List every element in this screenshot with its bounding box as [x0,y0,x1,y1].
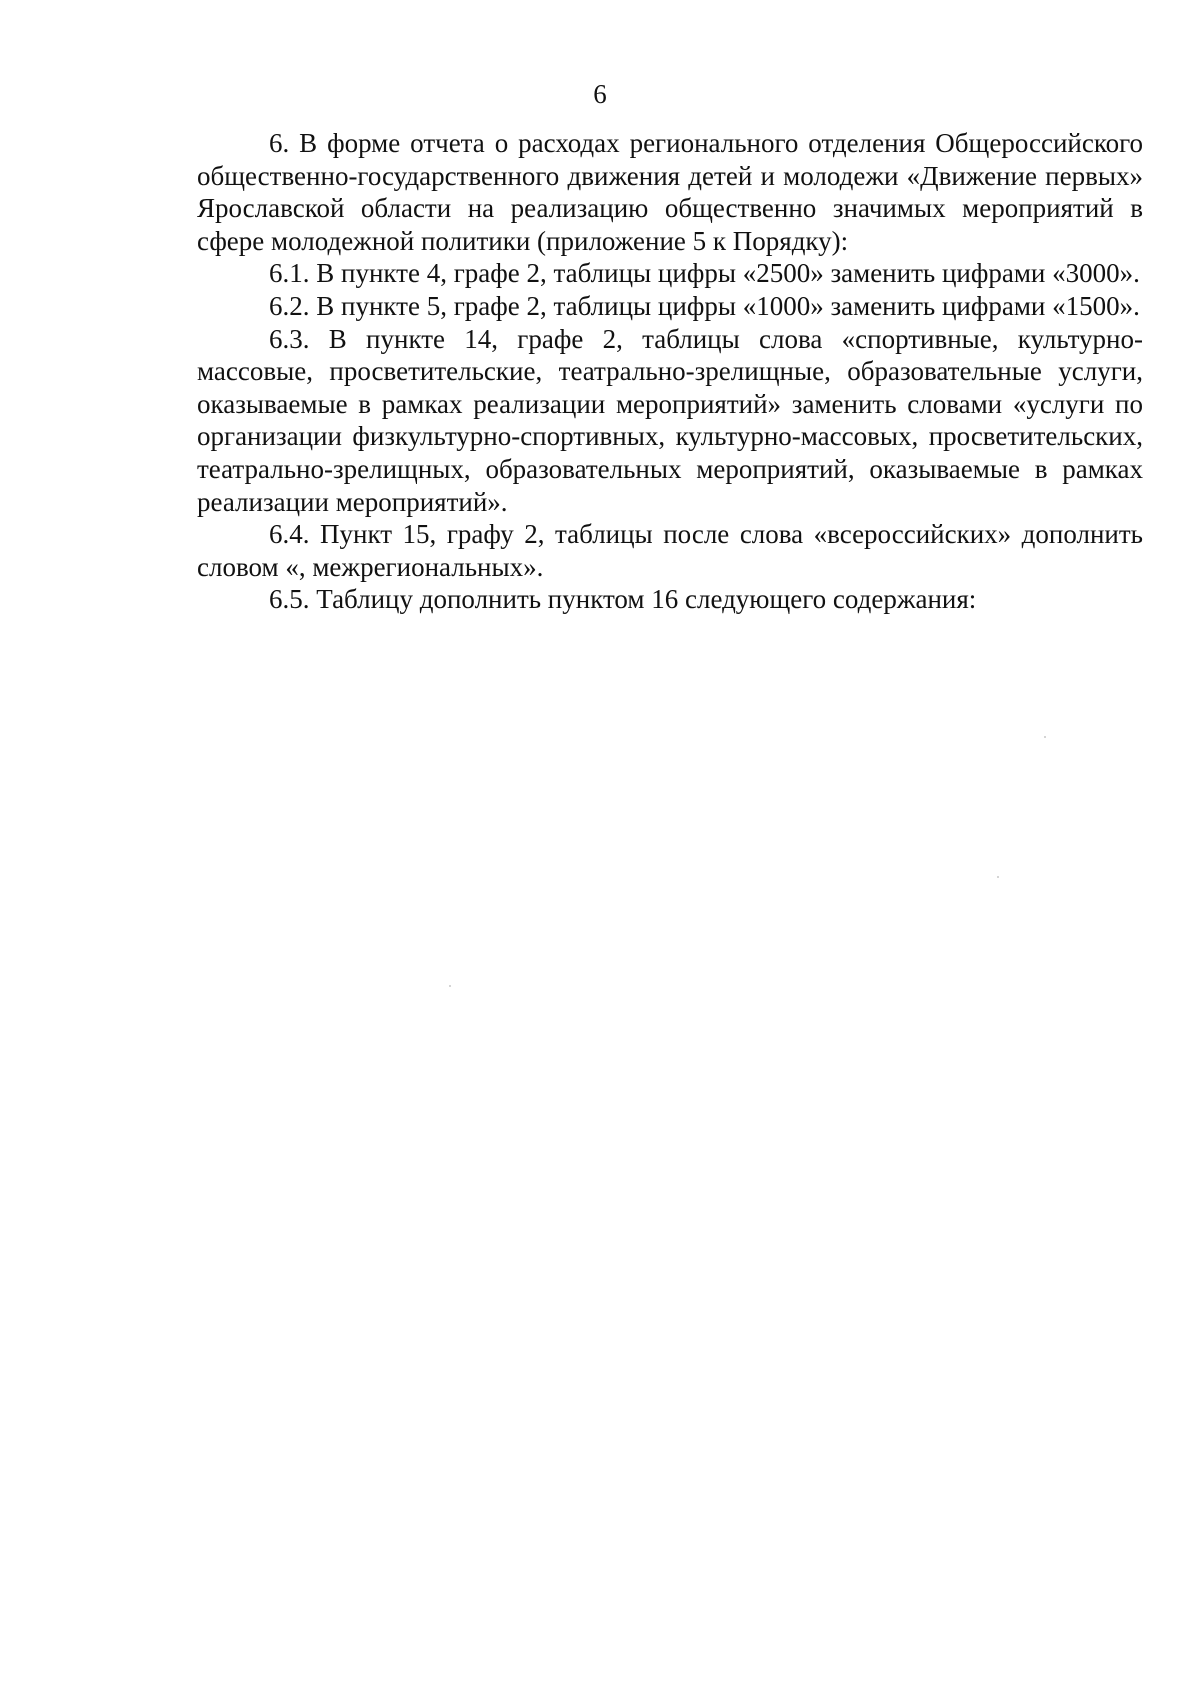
paragraph-6-2: 6.2. В пункте 5, графе 2, таблицы цифры «1000» заменить цифрами «1500». [269,290,1140,321]
scan-speck [449,985,451,987]
paragraph-6-3: 6.3. В пункте 14, графе 2, таблицы слова «спортивные, культурно-массовые, просветительские, театрально-зрелищные, образовательные услуги, оказываемые в рамках реализации мероприятий» заменить словами «услуги по организации физкультурно-спортивных, культурно-массовых, просветительских, театрально-зрелищных, образовательных мероприятий, оказываемые в рамках реализации мероприятий». [197,323,1143,517]
scan-speck [997,876,999,878]
paragraph-6-1: 6.1. В пункте 4, графе 2, таблицы цифры «2500» заменить цифрами «3000». [269,258,1140,289]
paragraph-6: 6. В форме отчета о расходах регионального отделения Общероссийского общественно-государственного движения детей и молодежи «Движение первых» Ярославской области на реализацию общественно значимых мероприятий в сфере молодежной политики (приложение 5 к Порядку): [197,128,1143,256]
scan-speck [1044,736,1046,738]
paragraph-6-5: 6.5. Таблицу дополнить пунктом 16 следующего содержания: [269,584,977,615]
paragraph-6-4: 6.4. Пункт 15, графу 2, таблицы после слова «всероссийских» дополнить словом «, межрегиональных». [197,519,1143,582]
document-body [197,127,1143,616]
page-number: 6 [593,79,607,109]
